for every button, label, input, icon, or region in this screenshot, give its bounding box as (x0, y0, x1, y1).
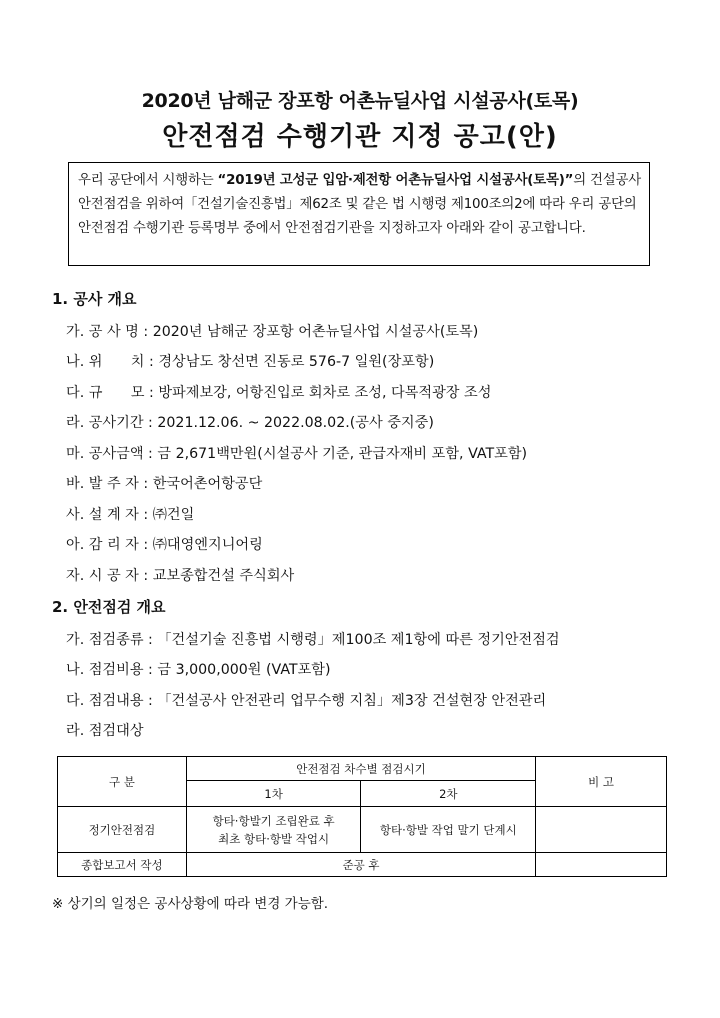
row-label-report: 종합보고서 작성 (58, 853, 187, 877)
cell-second-inspection: 항타·항발 작업 말기 단계시 (361, 807, 536, 853)
overview-item-designer: 사. 설 계 자 : ㈜건일 (66, 504, 194, 524)
cell-remark (536, 807, 667, 853)
item-value: ㈜건일 (152, 507, 195, 523)
intro-text-part1: 우리 공단에서 시행하는 (78, 173, 218, 188)
item-value: 교보종합건설 주식회사 (152, 568, 295, 584)
header-category: 구 분 (58, 757, 187, 807)
inspection-item-content: 다. 점검내용 : 「건설공사 안전관리 업무수행 지침」제3장 건설현장 안전관리 (66, 690, 546, 710)
inspection-item-type: 가. 점검종류 : 「건설기술 진흥법 시행령」제100조 제1항에 따른 정기안전점검 (66, 629, 560, 649)
header-schedule: 안전점검 차수별 점검시기 (186, 757, 535, 781)
item-value: 금 2,671백만원(시설공사 기준, 관급자재비 포함, VAT포함) (157, 446, 528, 462)
item-value: 방파제보강, 어항진입로 회차로 조성, 다목적광장 조성 (158, 385, 492, 401)
item-value: 경상남도 창선면 진동로 576-7 일원(장포항) (158, 354, 435, 370)
item-label: 사. 설 계 자 (66, 507, 139, 523)
intro-project-name: “2019년 고성군 입암·제전항 어촌뉴딜사업 시설공사(토목)” (217, 173, 574, 188)
row-label-regular: 정기안전점검 (58, 807, 187, 853)
item-label: 바. 발 주 자 (66, 476, 139, 492)
section2-heading: 2. 안전점검 개요 (52, 598, 166, 616)
overview-item-period: 라. 공사기간 : 2021.12.06. ~ 2022.08.02.(공사 중지중) (66, 412, 434, 432)
item-label: 다. 점검내용 (66, 693, 144, 709)
item-label: 가. 공 사 명 (66, 324, 139, 340)
item-label: 마. 공사금액 (66, 446, 144, 462)
cell-line: 항타·항발기 조립완료 후 (212, 813, 335, 828)
overview-item-client: 바. 발 주 자 : 한국어촌어항공단 (66, 473, 262, 493)
item-label: 아. 감 리 자 (66, 537, 139, 553)
header-second: 2차 (361, 781, 536, 807)
inspection-item-target (66, 720, 144, 740)
item-label: 라. 공사기간 (66, 415, 144, 431)
cell-report-timing: 준공 후 (186, 853, 535, 877)
item-value: 한국어촌어항공단 (152, 476, 263, 492)
header-first: 1차 (186, 781, 361, 807)
cell-first-inspection (186, 807, 361, 853)
item-value: 금 3,000,000원 (VAT포함) (157, 662, 331, 678)
document-title-line2: 안전점검 수행기관 지정 공고(안) (162, 122, 558, 152)
item-label: 나. 점검비용 (66, 662, 144, 678)
item-value: 2020년 남해군 장포항 어촌뉴딜사업 시설공사(토목) (152, 324, 479, 340)
table-row (58, 853, 667, 877)
intro-box (68, 162, 650, 266)
item-label: 자. 시 공 자 (66, 568, 139, 584)
section1-heading: 1. 공사 개요 (52, 290, 137, 308)
overview-item-contractor: 자. 시 공 자 : 교보종합건설 주식회사 (66, 565, 294, 585)
footnote: ※ 상기의 일정은 공사상황에 따라 변경 가능함. (52, 896, 329, 912)
overview-item-amount: 마. 공사금액 : 금 2,671백만원(시설공사 기준, 관급자재비 포함, VAT포함) (66, 443, 527, 463)
item-value: 「건설공사 안전관리 업무수행 지침」제3장 건설현장 안전관리 (157, 693, 547, 709)
intro-text-part2: 의 건설공사 안전점검을 위하여「건설기술진흥법」제62조 및 같은 법 시행령 제100조의2에 따라 우리 공단의 안전점검 수행기관 등록명부 중에서 안전점검기관을 지정하고자 아래와 같이 공고합니다. (78, 173, 641, 236)
header-remark: 비 고 (536, 757, 667, 807)
overview-item-location: 나. 위 치 : 경상남도 창선면 진동로 576-7 일원(장포항) (66, 351, 434, 371)
item-label: 나. 위 치 (66, 354, 145, 370)
overview-item-name: 가. 공 사 명 : 2020년 남해군 장포항 어촌뉴딜사업 시설공사(토목) (66, 321, 478, 341)
overview-item-scale: 다. 규 모 : 방파제보강, 어항진입로 회차로 조성, 다목적광장 조성 (66, 382, 491, 402)
document-title-line1: 2020년 남해군 장포항 어촌뉴딜사업 시설공사(토목) (141, 90, 579, 112)
item-value: 2021.12.06. ~ 2022.08.02.(공사 중지중) (157, 415, 434, 431)
item-label: 라. 점검대상 (66, 723, 144, 739)
cell-remark (536, 853, 667, 877)
overview-item-supervisor: 아. 감 리 자 : ㈜대영엔지니어링 (66, 534, 263, 554)
cell-line: 최초 항타·항발 작업시 (218, 831, 330, 846)
item-label: 다. 규 모 (66, 385, 145, 401)
item-value: ㈜대영엔지니어링 (152, 537, 263, 553)
inspection-item-cost: 나. 점검비용 : 금 3,000,000원 (VAT포함) (66, 659, 331, 679)
table-row (58, 807, 667, 853)
item-value: 「건설기술 진흥법 시행령」제100조 제1항에 따른 정기안전점검 (157, 632, 560, 648)
schedule-table (57, 756, 667, 877)
item-label: 가. 점검종류 (66, 632, 144, 648)
